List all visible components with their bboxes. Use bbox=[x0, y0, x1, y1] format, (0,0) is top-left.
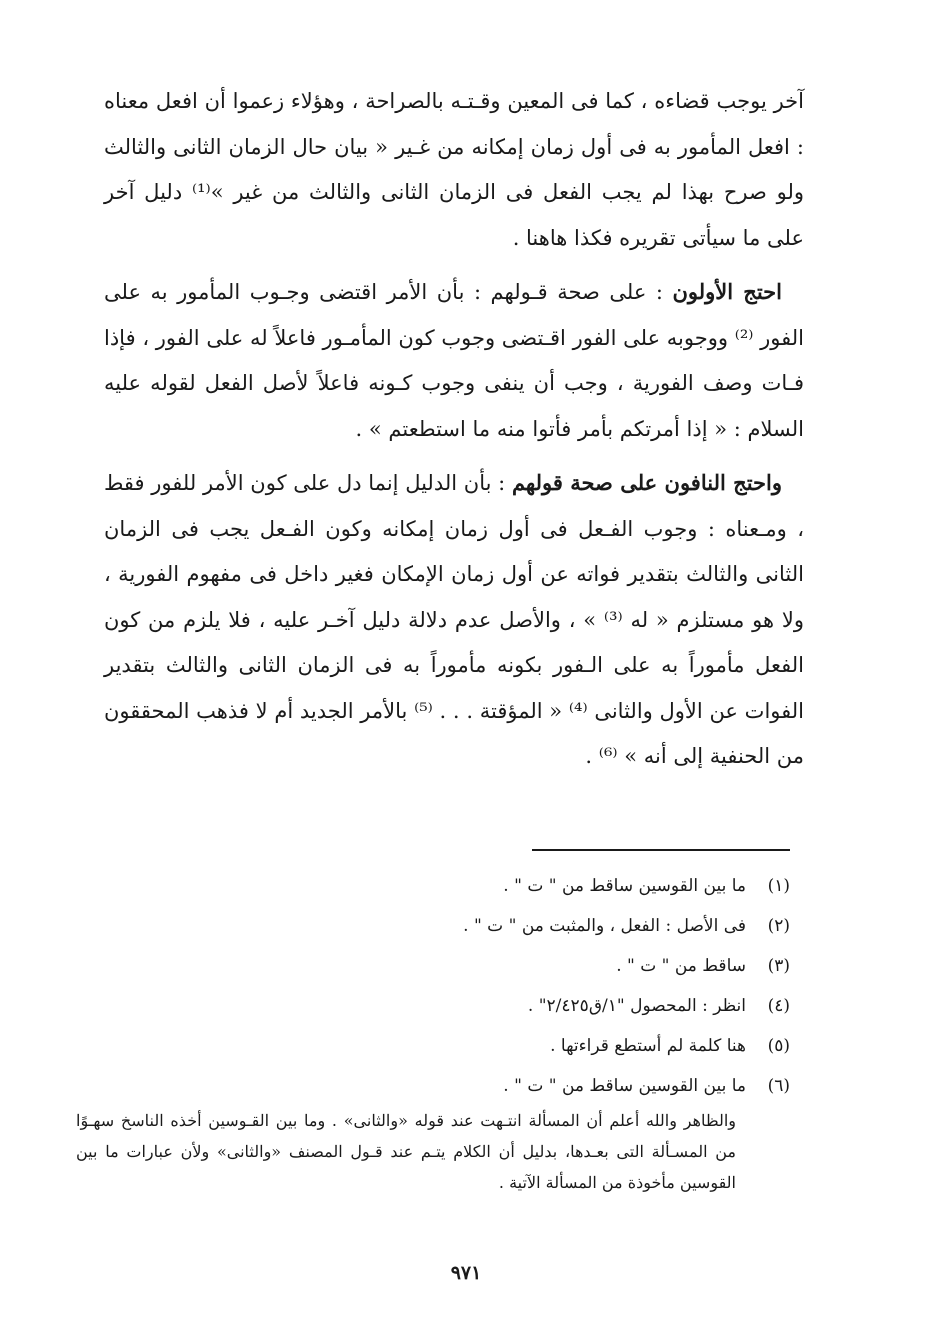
footnote-text: فى الأصل : الفعل ، والمثبت من " ت " . bbox=[463, 916, 746, 936]
footnote-item bbox=[130, 986, 790, 1026]
footnote-item bbox=[130, 866, 790, 906]
footnote-text: ما بين القوسين ساقط من " ت " . bbox=[503, 1076, 746, 1096]
page-number: ٩٧١ bbox=[450, 1262, 482, 1284]
footnote-number: (١) bbox=[767, 876, 790, 896]
paragraph-body: : على صحة قـولهم : بأن الأمر اقتضى وجـوب المأمور به على الفور ⁽²⁾ ووجوبه على الفور اقـتضى وجوب كون المأمـور فاعلاً له على الفور ، فإذا فـات وصف الفورية ، وجب أن ينفى وجوب كـونه فاعلاً لأصل الفعل لقوله عليه السلام : « إذا أمرتكم بأمر فأتوا منه ما استطعتم » . bbox=[104, 280, 804, 441]
paragraph-body: : بأن الدليل إنما دل على كون الأمر للفور فقط ، ومـعناه : وجوب الفـعل فى أول زمان إمكانه وكون الفـعل يجب فى الزمان الثانى والثالث بتقدير فواته عن أول زمان الإمكان فغير داخل فى مفهوم الفورية ، ولا هو مستلزم « له ⁽³⁾ » ، والأصل عدم دلالة دليل آخـر عليه ، فلا يلزم من كون الفعل مأموراً به على الـفور بكونه مأموراً به فى الزمان الثانى والثالث بتقدير الفوات عن الأول والثانى ⁽⁴⁾ « المؤقتة . . . ⁽⁵⁾ بالأمر الجديد أم لا فذهب المحققون من الحنفية إلى أنه » ⁽⁶⁾ . bbox=[104, 471, 804, 768]
footnote-commentary: والظاهر والله أعلم أن المسألة انتـهت عند قوله «والثانى» . وما بين القـوسين أخذه الناسخ سهـوًا من المسـألة التى بعـدها، بدليل أن الكلام يتـم عند قـول المصنف «والثانى» ولأن عبارات ما بين القوسين مأخوذة من المسألة الآتية . bbox=[76, 1111, 736, 1192]
footnote-text: ما بين القوسين ساقط من " ت " . bbox=[503, 876, 746, 896]
footnote-text: هنا كلمة لم أستطع قراءتها . bbox=[550, 1036, 746, 1056]
footnote-item bbox=[130, 1066, 790, 1106]
footnote-number: (٤) bbox=[767, 996, 790, 1016]
paragraph-3 bbox=[104, 460, 804, 780]
main-text bbox=[104, 78, 804, 788]
footnote-item bbox=[130, 1026, 790, 1066]
paragraph-lead: واحتج النافون على صحة قولهم bbox=[511, 470, 782, 495]
paragraph-lead: احتج الأولون bbox=[672, 279, 782, 304]
footnote-text: انظر : المحصول "١/ق٢/٤٢٥" . bbox=[527, 996, 746, 1016]
paragraph-1 bbox=[104, 78, 804, 261]
footnotes-list bbox=[130, 866, 790, 1106]
footnote-text: ساقط من " ت " . bbox=[616, 956, 746, 976]
footnote-item bbox=[130, 946, 790, 986]
footnote-separator bbox=[532, 849, 790, 851]
footnote-number: (٣) bbox=[767, 956, 790, 976]
paragraph-body: آخر يوجب قضاءه ، كما فى المعين وقـتـه بالصراحة ، وهؤلاء زعموا أن افعل معناه : افعل المأمور به فى أول زمان إمكانه من غـير « بيان حال الزمان الثانى والثالث ولو صرح بهذا لم يجب الفعل فى الزمان الثانى والثالث من غير »⁽¹⁾ دليل آخر على ما سيأتى تقريره فكذا هاهنا . bbox=[104, 89, 805, 250]
footnote-number: (٥) bbox=[767, 1036, 790, 1056]
footnote-item bbox=[130, 906, 790, 946]
footnote-number: (٢) bbox=[767, 916, 790, 936]
paragraph-2 bbox=[104, 269, 804, 452]
footnote-number: (٦) bbox=[767, 1076, 790, 1096]
